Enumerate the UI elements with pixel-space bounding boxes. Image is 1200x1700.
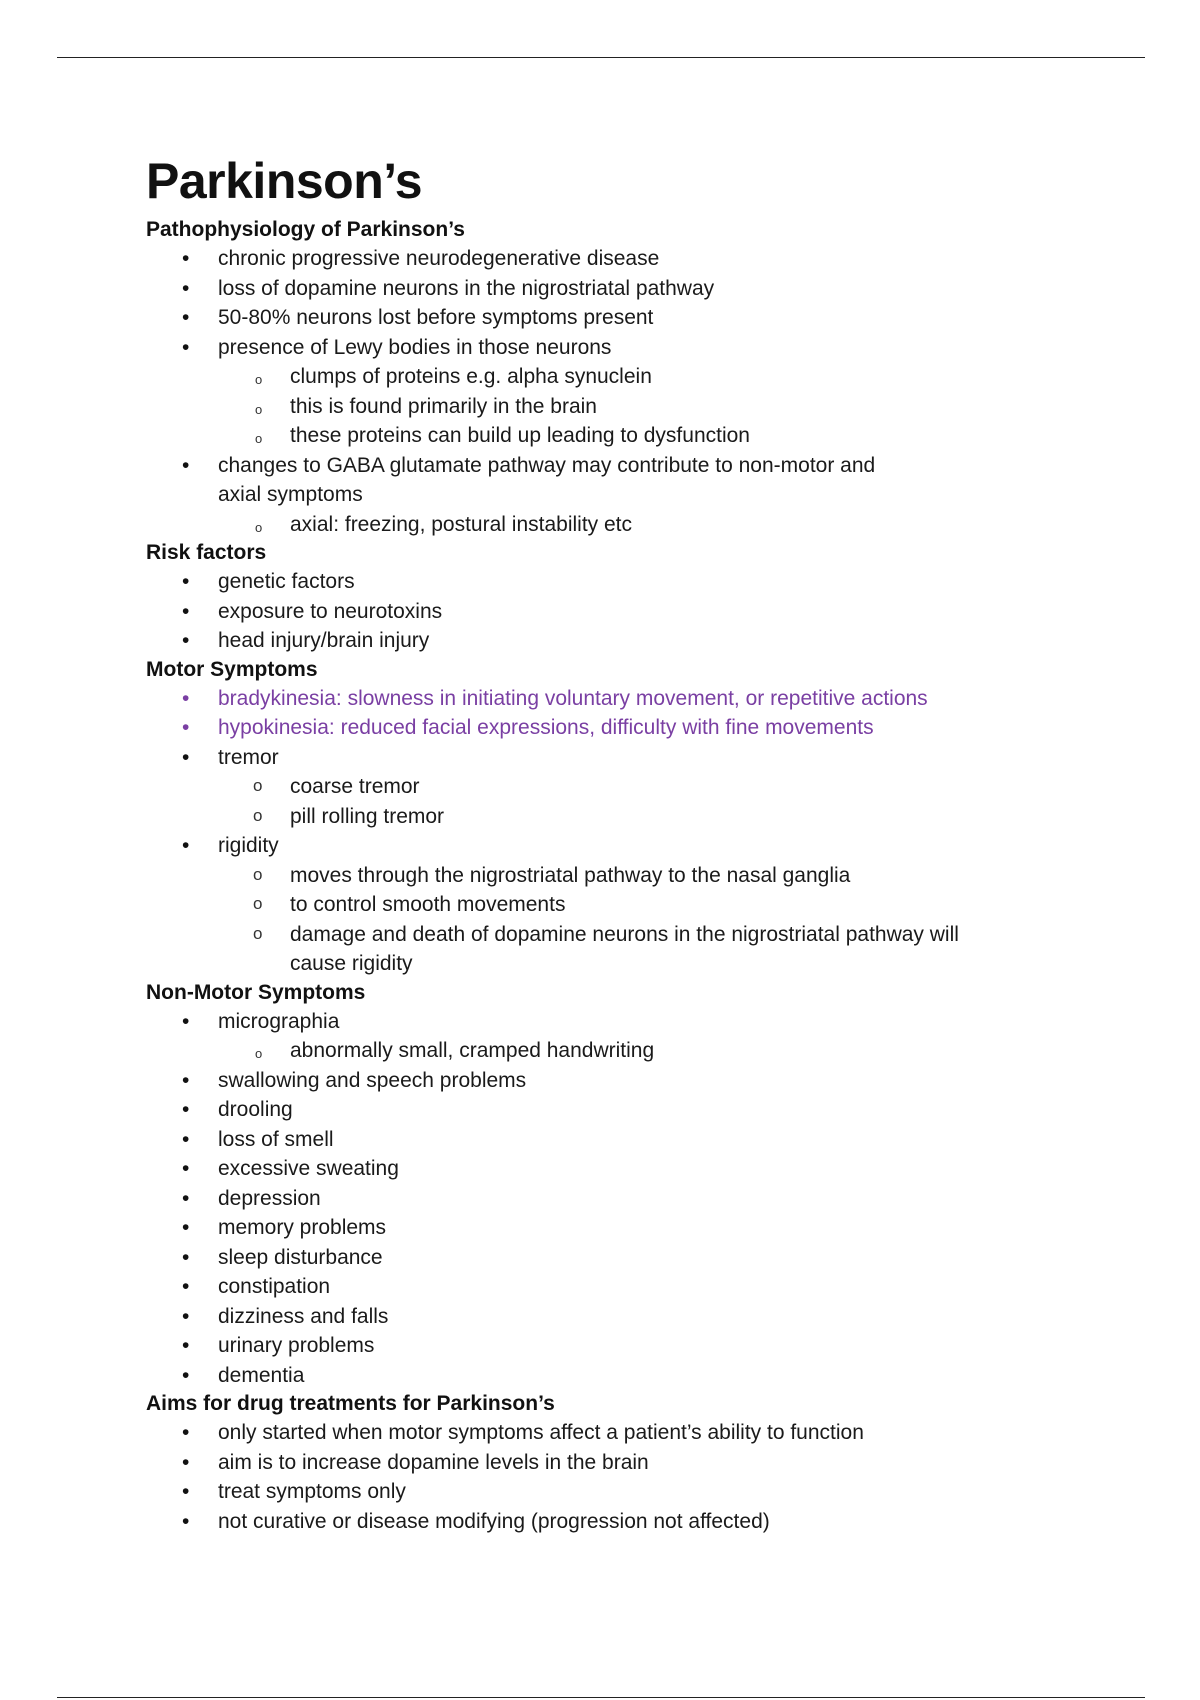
sub-list-item: o abnormally small, cramped handwriting — [218, 1036, 1046, 1066]
page-title: Parkinson’s — [146, 153, 423, 209]
list-item: • 50-80% neurons lost before symptoms present — [146, 303, 1046, 333]
section-heading-non-motor-symptoms: Non-Motor Symptoms — [146, 980, 366, 1004]
bottom-rule — [57, 1697, 1145, 1698]
list-item: • rigidity o moves through the nigrostriatal pathway to the nasal ganglia o to control smooth movements o damage and death of dopamine neurons in the nigrostriatal pathway will cause rigidity — [146, 831, 1046, 979]
list-item: • not curative or disease modifying (progression not affected) — [146, 1507, 1046, 1537]
section-heading-pathophysiology: Pathophysiology of Parkinson’s — [146, 218, 465, 241]
list-item: • tremor o coarse tremor o pill rolling tremor — [146, 743, 1046, 832]
list-item: • drooling — [146, 1095, 1046, 1125]
list-item: • urinary problems — [146, 1331, 1046, 1361]
list-item: • head injury/brain injury — [146, 626, 1046, 656]
list-item: • excessive sweating — [146, 1154, 1046, 1184]
list-item: • exposure to neurotoxins — [146, 597, 1046, 627]
motor-symptoms-list — [146, 684, 1046, 979]
sub-list — [218, 362, 1046, 451]
drug-treatment-aims-list — [146, 1418, 1046, 1536]
pathophysiology-list — [146, 244, 1046, 539]
list-item: • dizziness and falls — [146, 1302, 1046, 1332]
sub-list-item: o pill rolling tremor — [218, 802, 1046, 832]
document-body — [146, 150, 1046, 1536]
list-item: • loss of smell — [146, 1125, 1046, 1155]
list-item: • chronic progressive neurodegenerative disease — [146, 244, 1046, 274]
list-item: • genetic factors — [146, 567, 1046, 597]
list-item: • loss of dopamine neurons in the nigrostriatal pathway — [146, 274, 1046, 304]
list-item: • micrographia o abnormally small, cramped handwriting — [146, 1007, 1046, 1066]
list-item: • treat symptoms only — [146, 1477, 1046, 1507]
list-item: • dementia — [146, 1361, 1046, 1391]
risk-factors-list — [146, 567, 1046, 656]
sub-list — [218, 772, 1046, 831]
sub-list — [218, 861, 1046, 979]
sub-list-item: o damage and death of dopamine neurons in the nigrostriatal pathway will cause rigidity — [218, 920, 980, 979]
sub-list-item: o coarse tremor — [218, 772, 1046, 802]
list-item: • constipation — [146, 1272, 1046, 1302]
sub-list-item: o to control smooth movements — [218, 890, 1046, 920]
sub-list-item: o clumps of proteins e.g. alpha synuclein — [218, 362, 1046, 392]
sub-list-item: o moves through the nigrostriatal pathway to the nasal ganglia — [218, 861, 1046, 891]
list-item: • memory problems — [146, 1213, 1046, 1243]
list-item-highlighted: • bradykinesia: slowness in initiating voluntary movement, or repetitive actions — [146, 684, 1046, 714]
section-heading-risk-factors: Risk factors — [146, 541, 267, 564]
sub-list-item: o this is found primarily in the brain — [218, 392, 1046, 422]
sub-list-item: o axial: freezing, postural instability etc — [218, 510, 1046, 540]
top-rule — [57, 57, 1145, 58]
list-item-highlighted: • hypokinesia: reduced facial expressions, difficulty with fine movements — [146, 713, 1046, 743]
list-item: • depression — [146, 1184, 1046, 1214]
section-heading-motor-symptoms: Motor Symptoms — [146, 657, 318, 681]
sub-list — [218, 1036, 1046, 1066]
non-motor-symptoms-list — [146, 1007, 1046, 1391]
list-item: • only started when motor symptoms affect a patient’s ability to function — [146, 1418, 1046, 1448]
sub-list-item: o these proteins can build up leading to dysfunction — [218, 421, 1046, 451]
list-item: • swallowing and speech problems — [146, 1066, 1046, 1096]
list-item: • presence of Lewy bodies in those neurons o clumps of proteins e.g. alpha synuclein o this is found primarily in the brain o these proteins can build up leading to dysfunction — [146, 333, 1046, 451]
section-heading-drug-treatment-aims: Aims for drug treatments for Parkinson’s — [146, 1392, 555, 1415]
list-item: • sleep disturbance — [146, 1243, 1046, 1273]
list-item: • aim is to increase dopamine levels in the brain — [146, 1448, 1046, 1478]
list-item: • changes to GABA glutamate pathway may contribute to non-motor and axial symptoms o axial: freezing, postural instability etc — [146, 451, 1046, 540]
sub-list — [218, 510, 1046, 540]
